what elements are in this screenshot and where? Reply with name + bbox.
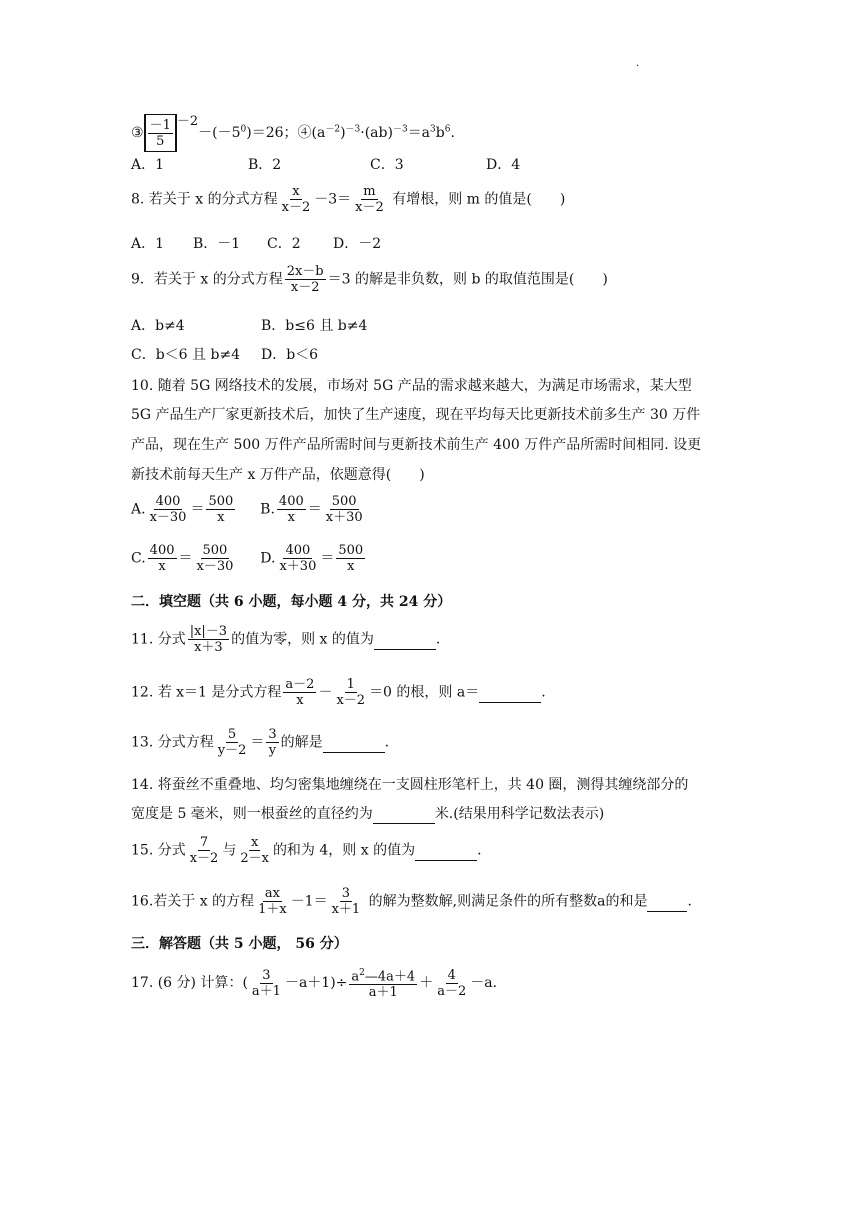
q9-option-b: B．b≤6 且 b≠4 (261, 318, 368, 334)
q10-b-r-den: x＋30 (325, 510, 363, 525)
q7-option-b: B．2 (248, 157, 282, 173)
q16-f2-den: x＋1 (331, 902, 361, 917)
q15-text-pre: 15. 分式 (131, 842, 186, 859)
q8-f2-den: x－2 (355, 200, 384, 215)
question-13 (131, 727, 389, 758)
q12-f1-num: a－2 (285, 677, 315, 692)
q10-a-label: A. (131, 501, 146, 518)
q12-text-post: ＝0 的根，则 a＝ (369, 684, 480, 701)
q14-text-post: 米.(结果用科学记数法表示) (434, 806, 605, 822)
q8-options (131, 235, 381, 253)
q8-option-b: B．－1 (193, 236, 241, 252)
question-17 (131, 966, 497, 1000)
q10-b-l-num: 400 (278, 494, 304, 509)
q7-text-1: －(－5 (198, 125, 241, 141)
q14-answer-blank[interactable] (373, 805, 435, 824)
q10-d-label: D. (260, 550, 276, 567)
q10-line-4: 新技术前每天生产 x 万件产品，依题意得( ) (131, 467, 425, 483)
q7-sup-4: 3 (430, 124, 436, 135)
q10-a-r-den: x (217, 510, 225, 525)
q8-f1-num: x (292, 184, 300, 199)
q12-minus: － (318, 684, 333, 701)
section-3-heading: 三．解答题（共 5 小题， 56 分） (131, 936, 348, 952)
q7-exponent: －2 (176, 114, 199, 129)
q10-d-l-num: 400 (285, 543, 311, 558)
q16-text-pre: 16.若关于 x 的方程 (131, 893, 255, 910)
q10-b-label: B. (260, 501, 275, 518)
q7-frac-den: 5 (156, 133, 165, 149)
q7-line (131, 104, 455, 152)
q15-text-post: 的和为 4，则 x 的值为 (272, 842, 416, 859)
q11-f-num: |x|－3 (189, 624, 228, 639)
q17-text-end: －a. (470, 975, 498, 992)
q10-d-l-den: x＋30 (279, 559, 317, 574)
q12-text-end: . (541, 684, 546, 701)
q9-text-post: ＝3 的解是非负数，则 b 的取值范围是( ) (327, 271, 608, 288)
q7-option-a: A．1 (131, 157, 165, 173)
q16-text-end: . (687, 893, 692, 910)
q17-text-pre: 17. (6 分) 计算：( (131, 975, 248, 992)
q17-f2-num-a: a (351, 969, 360, 985)
q10-line-1: 10. 随着 5G 网络技术的发展，市场对 5G 产品的需求越来越大，为满足市场需求，某大型 (131, 378, 692, 394)
q17-f1-den: a＋1 (251, 983, 281, 999)
q15-text-mid: 与 (222, 842, 237, 859)
q17-f2-num-b: —4a＋4 (364, 969, 416, 985)
q10-b-eq: ＝ (307, 501, 322, 518)
q14-text-pre: 宽度是 5 毫米，则一根蚕丝的直径约为 (131, 806, 373, 822)
q9-option-c: C．b＜6 且 b≠4 (131, 347, 241, 363)
q9-f-num: 2x－b (286, 264, 324, 279)
q7-option-c: C．3 (370, 157, 404, 173)
q11-text-pre: 11. 分式 (131, 631, 186, 648)
q12-f2-num: 1 (346, 677, 355, 692)
q17-plus: ＋ (419, 975, 434, 992)
circled-three: ③ (131, 125, 144, 141)
q16-f2-num: 3 (341, 886, 351, 901)
q7-sup-0: 0 (240, 124, 247, 135)
question-8 (131, 184, 565, 215)
q13-f2-num: 3 (268, 727, 277, 742)
section-2-heading: 二．填空题（共 6 小题，每小题 4 分，共 24 分） (131, 594, 452, 610)
q15-f2-den: 2－x (240, 851, 269, 866)
q8-option-c: C．2 (267, 236, 301, 252)
q11-answer-blank[interactable] (374, 631, 436, 650)
q8-option-a: A．1 (131, 236, 165, 252)
q10-b-r-num: 500 (331, 494, 357, 509)
question-12 (131, 677, 546, 708)
q10-a-r-num: 500 (208, 494, 234, 509)
q13-f2-den: y (268, 743, 277, 758)
q11-text-post: 的值为零，则 x 的值为 (231, 631, 374, 648)
q9-options-row1 (131, 317, 367, 335)
q9-option-d: D．b＜6 (261, 347, 319, 363)
q10-d-r-num: 500 (338, 543, 364, 558)
q13-f1-num: 5 (227, 727, 237, 742)
q8-f2-num: m (363, 184, 376, 199)
q13-text-pre: 13. 分式方程 (131, 734, 214, 751)
q7-sup-5: 6 (444, 124, 451, 135)
q10-line-3: 产品，现在生产 500 万件产品所需时间与更新技术前生产 400 万件产品所需时间相同. 设更 (131, 437, 702, 453)
q7-sup-2: －3 (345, 124, 361, 135)
q13-text-post: 的解是 (280, 734, 323, 751)
q17-f2-num (349, 966, 417, 985)
q15-f1-den: x－2 (189, 851, 219, 866)
q17-f1-num: 3 (262, 967, 271, 983)
q14-line-1: 14. 将蚕丝不重叠地、均匀密集地缠绕在一支圆柱形笔杆上，共 40 圈，测得其缠绕部分的 (131, 777, 689, 793)
q14-line-2 (131, 805, 604, 824)
q12-f1-den: x (296, 693, 304, 708)
q10-line-2: 5G 产品生产厂家更新技术后，加快了生产速度，现在平均每天比更新技术前多生产 30 万件 (131, 407, 701, 423)
q7-text-7: . (450, 125, 455, 141)
q12-f2-den: x－2 (336, 693, 366, 708)
q10-d-r-den: x (347, 559, 355, 574)
question-9 (131, 264, 608, 295)
q15-text-end: . (477, 842, 482, 859)
question-16 (131, 886, 692, 917)
q15-answer-blank[interactable] (415, 842, 477, 861)
q13-eq: ＝ (250, 734, 265, 751)
q9-option-a: A．b≠4 (131, 318, 185, 334)
q7-text-3: ) (340, 125, 346, 141)
q10-c-r-den: x－30 (196, 559, 234, 574)
q16-f1-den: 1＋x (258, 902, 287, 917)
q16-text-post: 的解为整数解,则满足条件的所有整数a的和是 (364, 893, 648, 910)
q7-text-4: ·(ab) (360, 125, 393, 141)
q7-text-2: )＝26；④(a (246, 125, 326, 141)
q17-f2-den: a＋1 (368, 985, 398, 1001)
q13-f1-den: y－2 (217, 743, 247, 758)
q8-f1-den: x－2 (281, 200, 311, 215)
q11-text-end: . (435, 631, 441, 648)
q10-d-eq: ＝ (320, 550, 335, 567)
q11-f-den: x＋3 (194, 640, 223, 655)
q17-f3-num: 4 (447, 967, 456, 983)
q16-f1-num: ax (264, 886, 280, 901)
q8-text-post: 有增根，则 m 的值是( ) (387, 191, 566, 208)
q7-frac-num: －1 (149, 117, 171, 133)
q10-c-label: C. (131, 550, 146, 567)
q10-c-l-den: x (158, 559, 166, 574)
q12-answer-blank[interactable] (479, 684, 541, 703)
q9-text-pre: 9．若关于 x 的分式方程 (131, 271, 283, 288)
q16-answer-blank[interactable] (647, 893, 687, 912)
q17-text-mid: －a＋1)÷ (284, 975, 348, 992)
q7-text-5: ＝a (407, 125, 431, 141)
bracket-expression (144, 114, 177, 152)
question-11 (131, 624, 440, 655)
q7-sup-3: －3 (392, 124, 408, 135)
q16-text-mid: －1＝ (290, 893, 328, 910)
q9-options-row2 (131, 346, 318, 364)
q7-option-d: D．4 (486, 157, 521, 173)
q9-f-den: x－2 (290, 280, 320, 295)
q10-c-r-num: 500 (202, 543, 228, 558)
q10-b-l-den: x (287, 510, 295, 525)
q10-a-l-den: x－30 (149, 510, 187, 525)
q8-text-mid: －3＝ (314, 191, 352, 208)
q7-sup-1: －2 (325, 124, 341, 135)
q15-f2-num: x (250, 835, 259, 850)
q17-f2-num-sup: 2 (359, 968, 365, 978)
q12-text-pre: 12. 若 x＝1 是分式方程 (131, 684, 282, 701)
q10-c-eq: ＝ (178, 550, 193, 567)
q17-f3-den: a－2 (437, 983, 467, 999)
q7-options (131, 156, 520, 174)
q10-options-cd (131, 543, 367, 574)
q10-options-ab (131, 494, 367, 525)
q7-text-6: b (435, 125, 445, 141)
corner-mark: . (636, 58, 640, 69)
q13-text-end: . (384, 734, 390, 751)
question-15 (131, 835, 482, 866)
q10-a-eq: ＝ (190, 501, 205, 518)
q15-f1-num: 7 (199, 835, 209, 850)
q10-a-l-num: 400 (155, 494, 181, 509)
q13-answer-blank[interactable] (323, 734, 385, 753)
q10-c-l-num: 400 (149, 543, 175, 558)
q8-text-pre: 8. 若关于 x 的分式方程 (131, 191, 278, 208)
q8-option-d: D．－2 (333, 236, 382, 252)
